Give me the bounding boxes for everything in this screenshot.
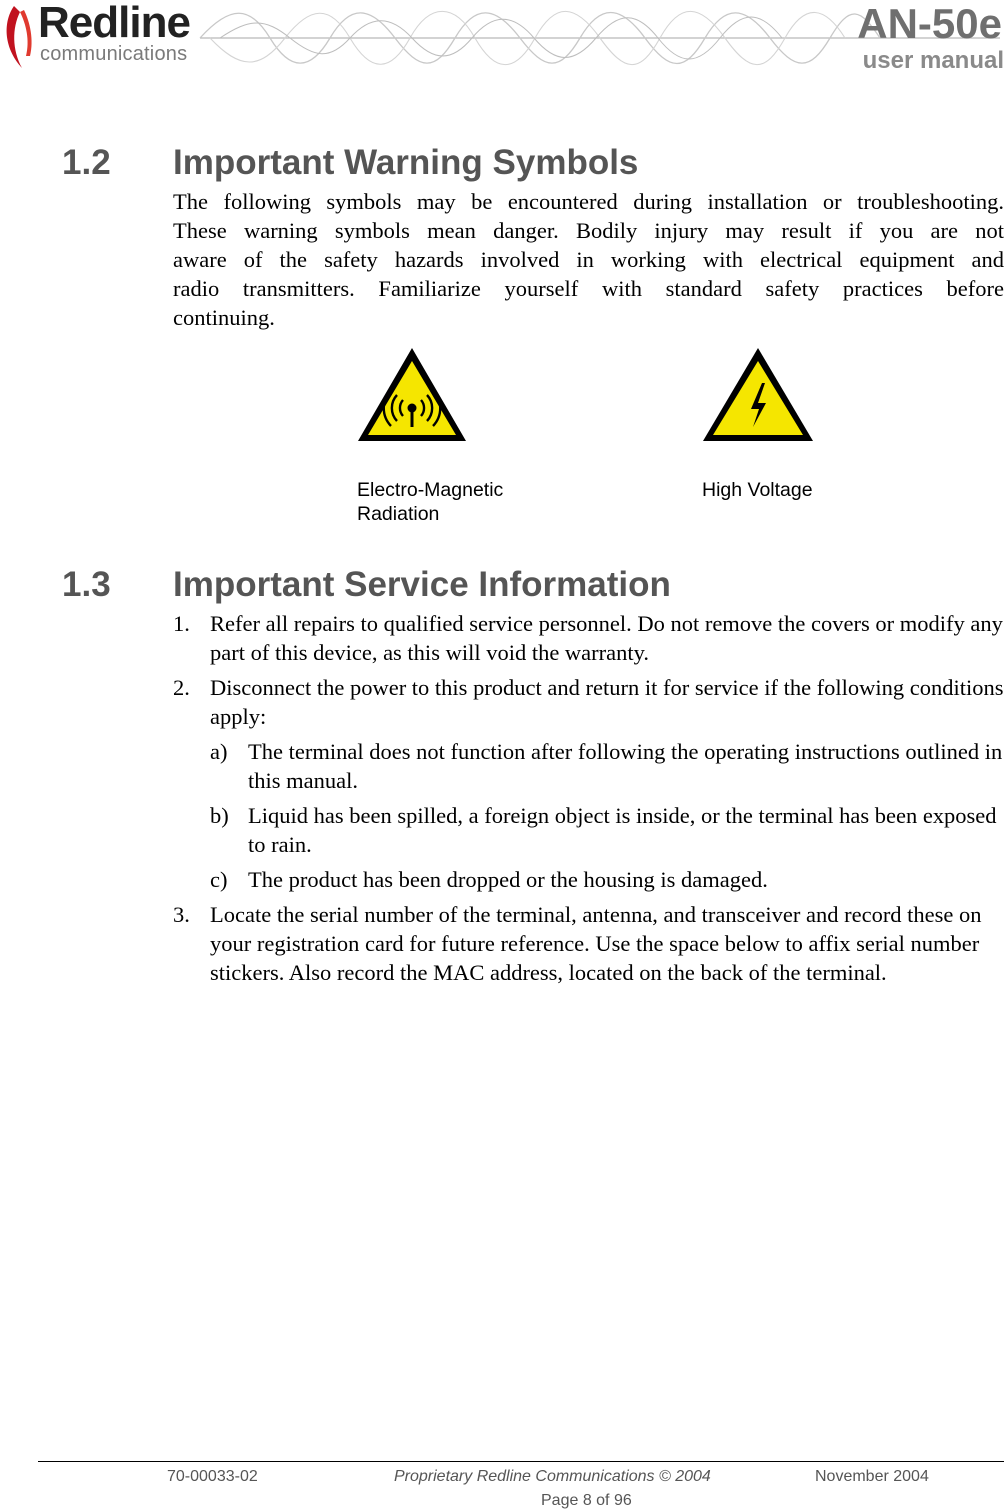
- list-item-text: The terminal does not function after following the operating instructions outlined in this manual.: [248, 739, 1003, 793]
- list-marker: b): [210, 803, 229, 828]
- footer-date: November 2004: [815, 1468, 929, 1485]
- list-marker: c): [210, 867, 228, 892]
- list-item-text: Refer all repairs to qualified service personnel. Do not remove the covers or modify any part of this device, as this will void the warranty.: [210, 611, 1003, 665]
- paragraph-line: The following symbols may be encountered during installation or troubleshooting.: [173, 189, 1004, 214]
- section-number-1-2: 1.2: [62, 143, 111, 182]
- service-information-list: [173, 609, 1008, 993]
- document-kind: user manual: [862, 47, 1004, 74]
- list-item-text: The product has been dropped or the housing is damaged.: [248, 867, 768, 892]
- caption-line: Electro-Magnetic: [357, 479, 504, 501]
- paragraph-line: aware of the safety hazards involved in working with electrical equipment and: [173, 247, 1004, 272]
- section-title-service-information: Important Service Information: [173, 565, 671, 604]
- list-marker: a): [210, 739, 228, 764]
- caption-line: Radiation: [357, 503, 440, 525]
- section-number-1-3: 1.3: [62, 565, 111, 604]
- high-voltage-warning-icon: [700, 345, 816, 445]
- list-subitem: [173, 737, 1008, 795]
- radiation-warning-icon: [355, 345, 469, 445]
- list-item-text: Liquid has been spilled, a foreign object is inside, or the terminal has been exposed to rain.: [248, 803, 997, 857]
- symbol-caption-radiation: [357, 478, 503, 526]
- list-marker: 3.: [173, 902, 190, 927]
- product-name: AN-50e: [857, 0, 1002, 47]
- footer-page-number: Page 8 of 96: [541, 1492, 632, 1509]
- logo-wordmark: Redline: [38, 0, 190, 47]
- section-title-warning-symbols: Important Warning Symbols: [173, 143, 639, 182]
- warning-symbols-paragraph: [173, 187, 1004, 332]
- symbol-caption-high-voltage: [702, 478, 813, 502]
- page-header: [0, 0, 1008, 80]
- footer-doc-number: 70-00033-02: [167, 1468, 258, 1485]
- list-item-text: Disconnect the power to this product and return it for service if the following conditions apply:: [210, 675, 1004, 729]
- list-item: [173, 673, 1008, 731]
- list-subitem: [173, 865, 1008, 894]
- paragraph-line: continuing.: [173, 305, 275, 330]
- list-marker: 1.: [173, 611, 190, 636]
- list-subitem: [173, 801, 1008, 859]
- footer-copyright: Proprietary Redline Communications © 2004: [394, 1468, 711, 1485]
- list-item: [173, 900, 1008, 987]
- logo-subtitle: communications: [40, 43, 188, 65]
- paragraph-line: radio transmitters. Familiarize yourself with standard safety practices before: [173, 276, 1004, 301]
- list-marker: 2.: [173, 675, 190, 700]
- list-item: [173, 609, 1008, 667]
- footer-divider: [38, 1461, 1004, 1462]
- caption-line: High Voltage: [702, 479, 813, 501]
- list-item-text: Locate the serial number of the terminal, antenna, and transceiver and record these on your registration card for future reference. Use the space below to affix serial number stickers. Also record the MAC address, located on the back of the terminal.: [210, 902, 982, 985]
- paragraph-line: These warning symbols mean danger. Bodily injury may result if you are not: [173, 218, 1004, 243]
